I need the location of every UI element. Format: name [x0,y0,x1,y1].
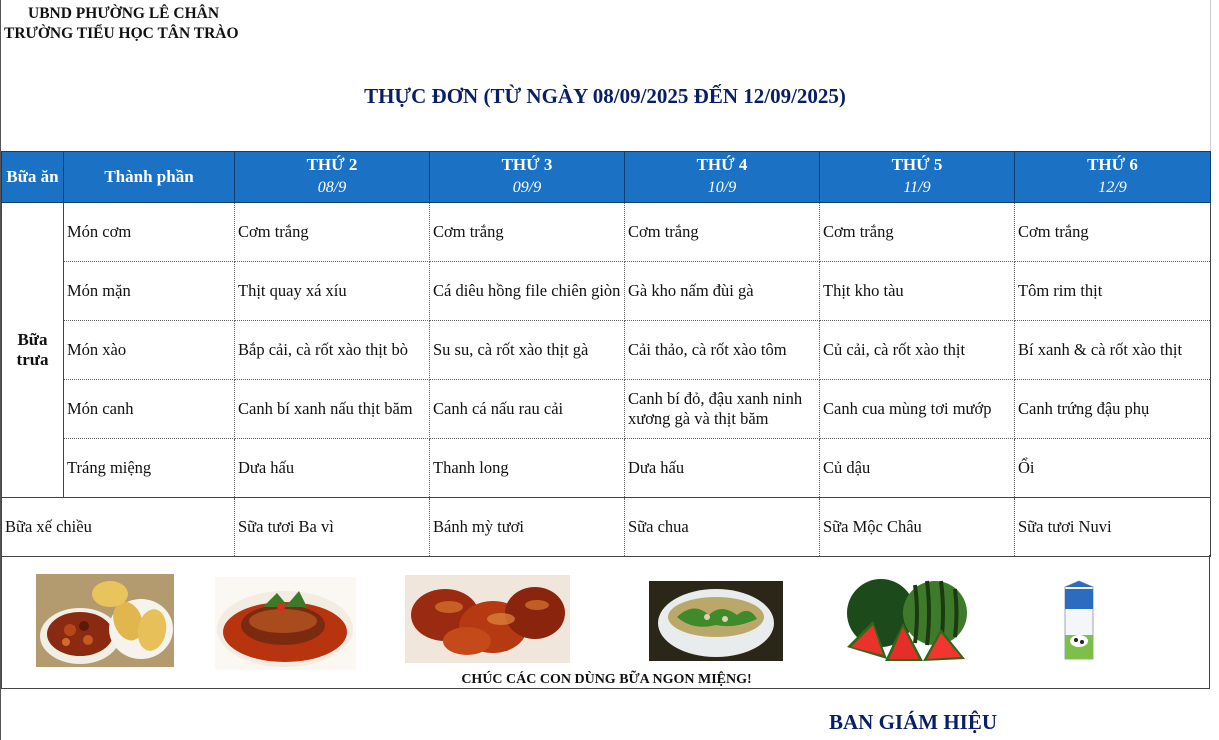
page-right-border [1210,0,1211,151]
meal-column-header: Bữa ăn [2,152,64,203]
lunch-label: Bữa trưa [2,203,64,498]
table-row [2,439,1211,498]
menu-cell: Cơm trắng [235,203,430,262]
day-name: THỨ 2 [306,155,358,174]
fried-fish-sauce-photo [215,577,356,670]
menu-cell: Canh bí đỏ, đậu xanh ninh xương gà và thịt băm [625,380,820,439]
menu-cell: Củ dậu [820,439,1015,498]
menu-cell: Sữa chua [625,498,820,557]
authority-name: UBND PHƯỜNG LÊ CHÂN [28,5,220,22]
table-header-row [2,152,1211,203]
day-header [430,152,625,203]
snack-row [2,498,1211,557]
day-name: THỨ 5 [891,155,943,174]
day-name: THỨ 4 [696,155,748,174]
menu-cell: Su su, cà rốt xào thịt gà [430,321,625,380]
table-row [2,203,1211,262]
day-header [820,152,1015,203]
menu-cell: Canh cua mùng tơi mướp [820,380,1015,439]
menu-cell: Bắp cải, cà rốt xào thịt bò [235,321,430,380]
day-date: 09/9 [512,179,542,196]
menu-cell: Canh trứng đậu phụ [1015,380,1211,439]
menu-cell: Bánh mỳ tươi [430,498,625,557]
menu-cell: Thịt kho tàu [820,262,1015,321]
day-date: 08/9 [317,179,347,196]
menu-cell: Củ cải, cà rốt xào thịt [820,321,1015,380]
day-date: 10/9 [707,179,737,196]
menu-cell: Bí xanh & cà rốt xào thịt [1015,321,1211,380]
menu-cell: Cơm trắng [820,203,1015,262]
food-photo-strip [1,555,1210,689]
menu-cell: Canh bí xanh nấu thịt băm [235,380,430,439]
menu-cell: Thanh long [430,439,625,498]
day-date: 11/9 [903,179,931,196]
menu-cell: Cơm trắng [625,203,820,262]
menu-cell: Dưa hấu [625,439,820,498]
menu-cell: Canh cá nấu rau cải [430,380,625,439]
component-column-header: Thành phần [64,152,235,203]
component-cell: Món mặn [64,262,235,321]
table-row [2,262,1211,321]
component-cell: Tráng miệng [64,439,235,498]
menu-cell: Cá diêu hồng file chiên giòn [430,262,625,321]
menu-cell: Sữa Mộc Châu [820,498,1015,557]
menu-cell: Ổi [1015,439,1211,498]
menu-cell: Sữa tươi Nuvi [1015,498,1211,557]
menu-cell: Tôm rim thịt [1015,262,1211,321]
beef-stew-bread-photo [36,574,174,667]
component-cell: Món xào [64,321,235,380]
snack-label: Bữa xế chiều [2,498,235,557]
day-header [1015,152,1211,203]
vegetable-soup-photo [649,581,783,661]
menu-cell: Cơm trắng [1015,203,1211,262]
menu-cell: Thịt quay xá xíu [235,262,430,321]
menu-cell: Cơm trắng [430,203,625,262]
school-name: TRƯỜNG TIỂU HỌC TÂN TRÀO [4,25,239,42]
menu-cell: Dưa hấu [235,439,430,498]
day-header [625,152,820,203]
component-cell: Món canh [64,380,235,439]
menu-cell: Sữa tươi Ba vì [235,498,430,557]
table-row [2,321,1211,380]
component-cell: Món cơm [64,203,235,262]
goodbye-message: CHÚC CÁC CON DÙNG BỮA NGON MIỆNG! [461,672,752,687]
table-row [2,380,1211,439]
menu-cell: Cải thảo, cà rốt xào tôm [625,321,820,380]
menu-cell: Gà kho nấm đùi gà [625,262,820,321]
page-title: THỰC ĐƠN (TỪ NGÀY 08/09/2025 ĐẾN 12/09/2025) [364,84,846,108]
day-date: 12/9 [1098,179,1127,196]
caramelized-pork-ribs-photo [405,575,570,663]
school-header [4,4,239,44]
watermelon-photo [845,577,969,669]
day-header [235,152,430,203]
signature-label: BAN GIÁM HIỆU [829,710,998,734]
milk-carton-photo [1059,579,1099,661]
menu-table [1,151,1211,557]
day-name: THỨ 6 [1087,155,1138,174]
day-name: THỨ 3 [501,155,553,174]
